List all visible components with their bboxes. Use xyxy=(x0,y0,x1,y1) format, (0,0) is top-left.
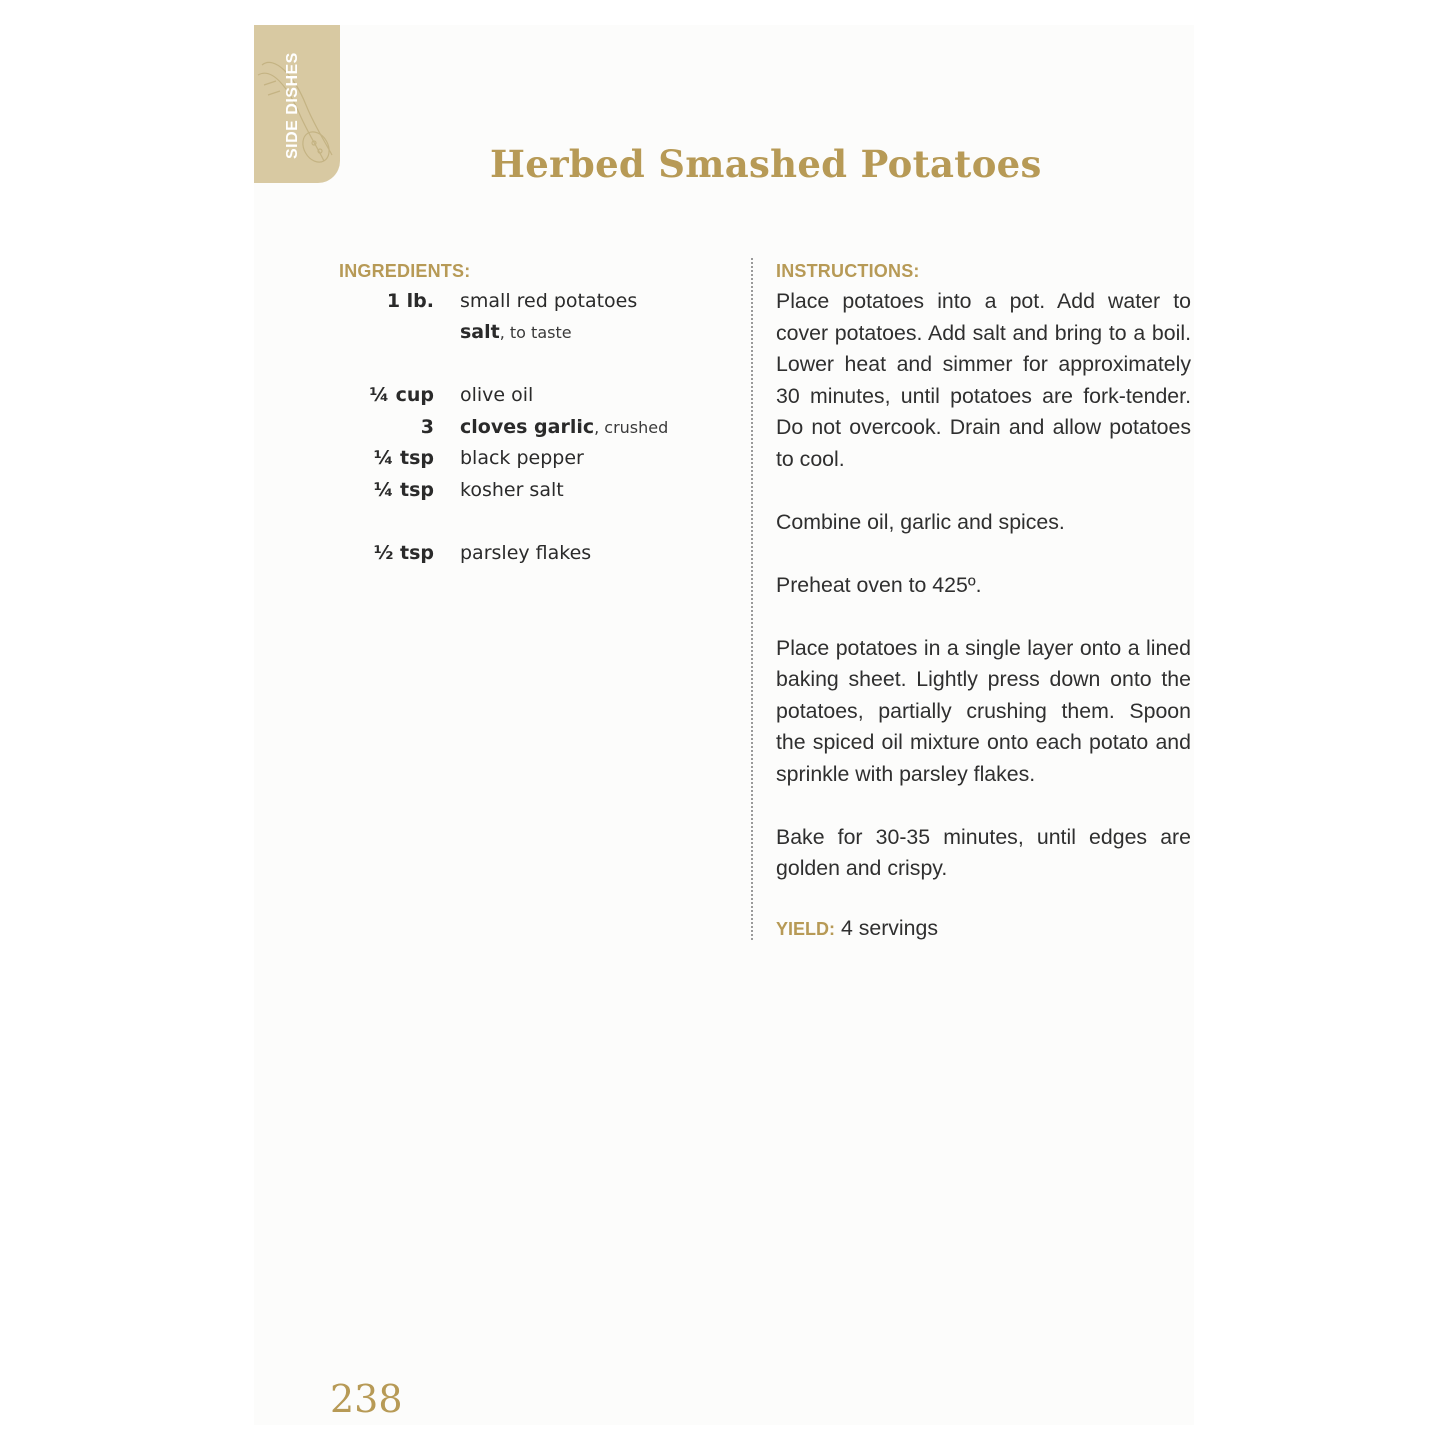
ingredient-row xyxy=(300,384,720,416)
ingredient-note: , to taste xyxy=(499,323,572,342)
ingredient-quantity: ¼ tsp xyxy=(373,447,434,469)
ingredient-row xyxy=(300,479,720,511)
ingredient-row xyxy=(300,542,720,574)
ingredient-row xyxy=(300,321,720,353)
page-number: 238 xyxy=(330,1377,403,1421)
ingredient-quantity: 3 xyxy=(420,416,434,438)
ingredient-quantity: ¼ tsp xyxy=(373,479,434,501)
instruction-paragraph: Place potatoes into a pot. Add water to cover potatoes. Add salt and bring to a boil. Lower heat and simmer for approximately 30 minutes, until potatoes are fork-tender. Do not overcook. Drain and allow potatoes to cool. xyxy=(776,289,1191,471)
ingredient-quantity: ½ tsp xyxy=(373,542,434,564)
ingredient-item xyxy=(460,542,591,564)
ingredient-quantity: ¼ cup xyxy=(369,384,434,406)
ingredient-quantity: 1 lb. xyxy=(386,290,434,312)
ingredient-name: olive oil xyxy=(460,384,534,406)
ingredient-item xyxy=(460,321,572,343)
instruction-paragraph: Preheat oven to 425º. xyxy=(776,572,982,597)
ingredient-item xyxy=(460,290,637,312)
ingredient-name: cloves garlic xyxy=(460,416,595,438)
yield-line xyxy=(776,916,938,941)
instruction-paragraph: Place potatoes in a single layer onto a lined baking sheet. Lightly press down onto the potatoes, partially crushing them. Spoon the spiced oil mixture onto each potato and sprinkle with parsley flakes. xyxy=(776,635,1191,786)
ingredient-item xyxy=(460,416,668,438)
ingredient-item xyxy=(460,479,564,501)
ingredients-heading: INGREDIENTS: xyxy=(339,261,471,281)
ingredient-row xyxy=(300,290,720,322)
section-tab-label: SIDE DISHES xyxy=(284,52,301,159)
ingredient-row xyxy=(300,416,720,448)
instruction-paragraph: Bake for 30-35 minutes, until edges are golden and crispy. xyxy=(776,824,1191,880)
ingredient-name: black pepper xyxy=(460,447,584,469)
yield-value: 4 servings xyxy=(840,916,939,940)
ingredient-name: salt xyxy=(460,321,500,343)
ingredient-note: , crushed xyxy=(594,418,669,437)
ingredient-row xyxy=(300,447,720,479)
ingredient-name: kosher salt xyxy=(460,479,564,501)
instruction-paragraph: Combine oil, garlic and spices. xyxy=(776,509,1065,534)
yield-label: YIELD: xyxy=(776,919,836,939)
instructions-body xyxy=(776,286,1191,916)
ingredient-item xyxy=(460,447,584,469)
section-tab xyxy=(254,25,340,183)
column-divider xyxy=(751,258,753,940)
ingredient-item xyxy=(460,384,533,406)
instructions-heading: INSTRUCTIONS: xyxy=(776,261,920,281)
ingredient-name: small red potatoes xyxy=(460,290,638,312)
ingredient-name: parsley flakes xyxy=(460,542,592,564)
recipe-title: Herbed Smashed Potatoes xyxy=(490,142,1042,186)
